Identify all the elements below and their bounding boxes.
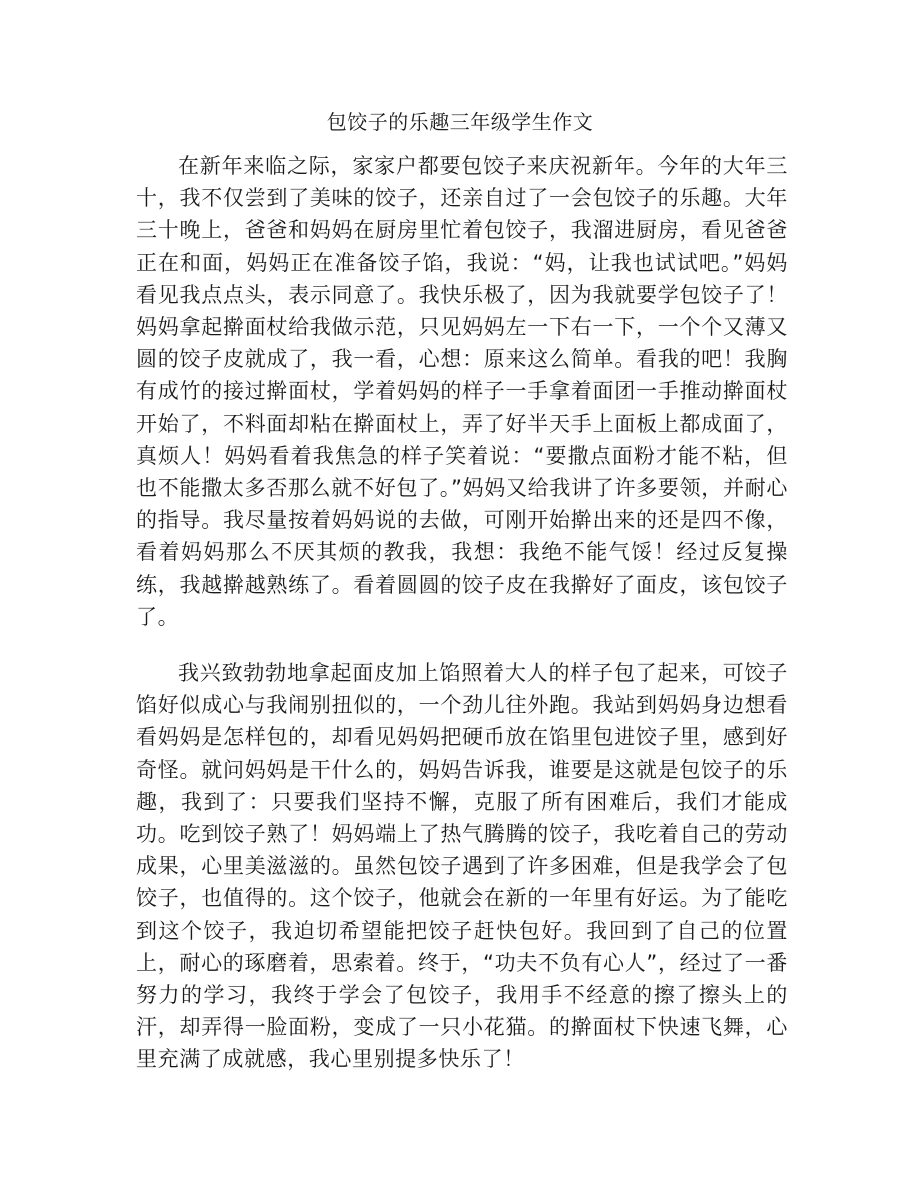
- paragraph-1: 在新年来临之际，家家户都要包饺子来庆祝新年。今年的大年三十，我不仅尝到了美味的饺子，还亲自过了一会包饺子的乐趣。大年三十晚上，爸爸和妈妈在厨房里忙着包饺子，我溜进厨房，看见爸爸正在和面，妈妈正在准备饺子馅，我说：“妈，让我也试试吧。”妈妈看见我点点头，表示同意了。我快乐极了，因为我就要学包饺子了！妈妈拿起擀面杖给我做示范，只见妈妈左一下右一下，一个个又薄又圆的饺子皮就成了，我一看，心想：原来这么简单。看我的吧！我胸有成竹的接过擀面杖，学着妈妈的样子一手拿着面团一手推动擀面杖开始了，不料面却粘在擀面杖上，弄了好半天手上面板上都成面了，真烦人！妈妈看着我焦急的样子笑着说：“要撒点面粉才能不粘，但也不能撒太多否那么就不好包了。”妈妈又给我讲了许多要领，并耐心的指导。我尽量按着妈妈说的去做，可刚开始擀出来的还是四不像，看着妈妈那么不厌其烦的教我，我想：我绝不能气馁！经过反复操练，我越擀越熟练了。看着圆圆的饺子皮在我擀好了面皮，该包饺子了。: [136, 154, 788, 629]
- essay-title: 包饺子的乐趣三年级学生作文: [326, 110, 594, 134]
- paragraph-2: 我兴致勃勃地拿起面皮加上馅照着大人的样子包了起来，可饺子馅好似成心与我闹别扭似的，一个劲儿往外跑。我站到妈妈身边想看看妈妈是怎样包的，却看见妈妈把硬币放在馅里包进饺子里，感到好奇怪。就问妈妈是干什么的，妈妈告诉我，谁要是这就是包饺子的乐趣，我到了：只要我们坚持不懈，克服了所有困难后，我们才能成功。吃到饺子熟了！妈妈端上了热气腾腾的饺子，我吃着自己的劳动成果，心里美滋滋的。虽然包饺子遇到了许多困难，但是我学会了包饺子，也值得的。这个饺子，他就会在新的一年里有好运。为了能吃到这个饺子，我迫切希望能把饺子赶快包好。我回到了自己的位置上，耐心的琢磨着，思索着。终于，“功夫不负有心人”，经过了一番努力的学习，我终于学会了包饺子，我用手不经意的擦了擦头上的汗，却弄得一脸面粉，变成了一只小花猫。的擀面杖下快速飞舞，心里充满了成就感，我心里别提多快乐了！: [136, 661, 788, 1072]
- essay-body: [136, 150, 788, 1076]
